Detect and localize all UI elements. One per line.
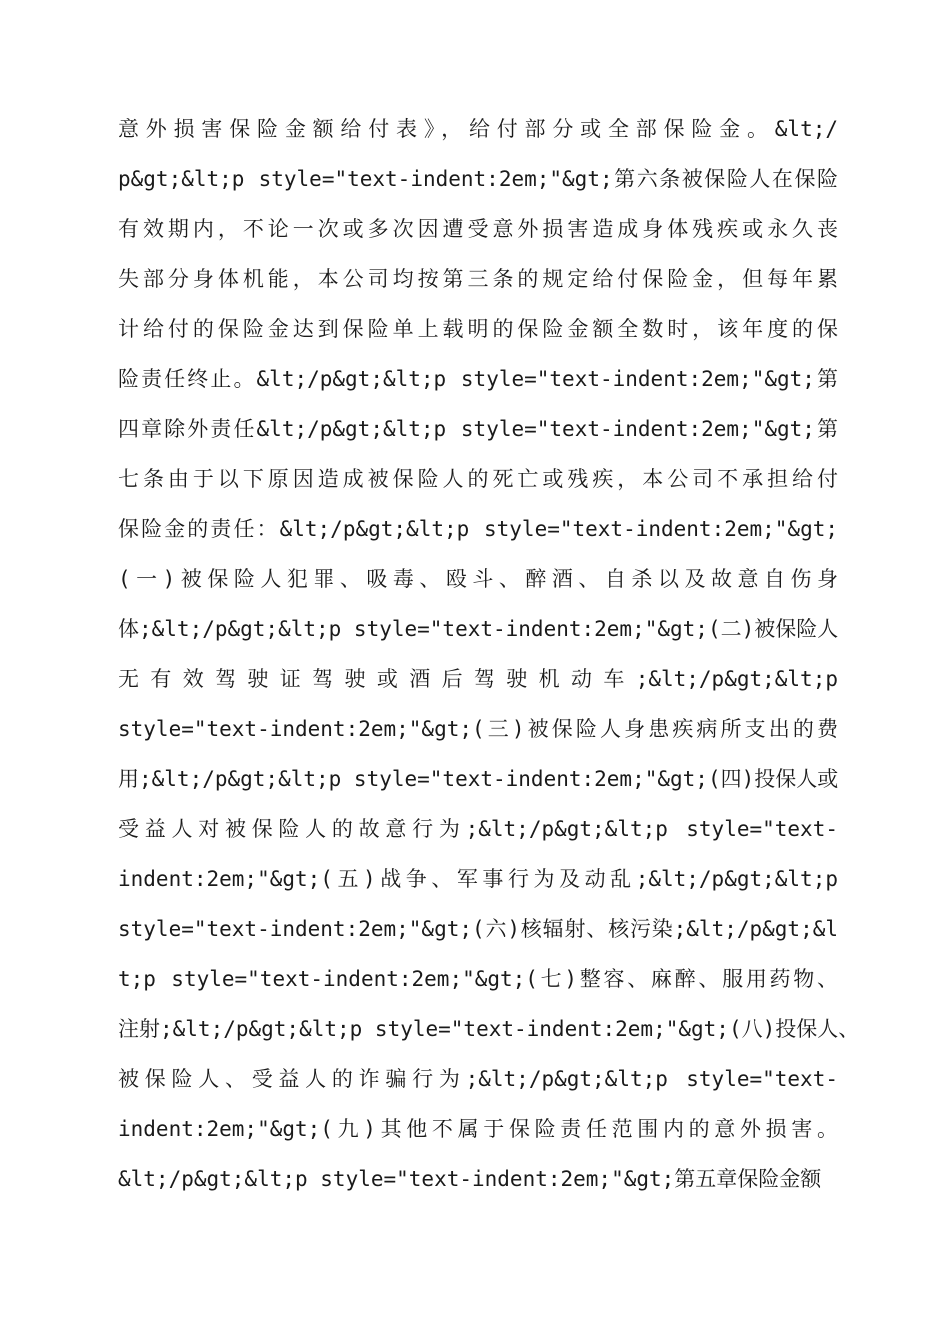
text-line-21: indent:2em;"&gt;(九)其他不属于保险责任范围内的意外损害。 (118, 1117, 838, 1141)
text-line-9: 保险金的责任：&lt;/p&gt;&lt;p style="text-indent:2em;"&gt; (118, 517, 838, 541)
text-line-1: 意外损害保险金额给付表》，给付部分或全部保险金。&lt;/ (118, 117, 838, 141)
text-line-22: &lt;/p&gt;&lt;p style="text-indent:2em;"&gt;第五章保险金额 (118, 1167, 822, 1191)
body-text (118, 104, 860, 1204)
text-line-13: style="text-indent:2em;"&gt;(三)被保险人身患疾病所支出的费 (118, 717, 838, 741)
text-line-4: 失部分身体机能，本公司均按第三条的规定给付保险金，但每年累 (118, 267, 838, 291)
text-line-5: 计给付的保险金达到保险单上载明的保险金额全数时，该年度的保 (118, 317, 838, 341)
text-line-20: 被保险人、受益人的诈骗行为;&lt;/p&gt;&lt;p style="text- (118, 1067, 838, 1091)
text-line-10: (一)被保险人犯罪、吸毒、殴斗、醉酒、自杀以及故意自伤身 (118, 567, 838, 591)
text-line-18: t;p style="text-indent:2em;"&gt;(七)整容、麻醉、服用药物、 (118, 967, 838, 991)
text-line-2: p&gt;&lt;p style="text-indent:2em;"&gt;第六条被保险人在保险 (118, 167, 838, 191)
text-line-6: 险责任终止。&lt;/p&gt;&lt;p style="text-indent:2em;"&gt;第 (118, 367, 838, 391)
text-line-3: 有效期内，不论一次或多次因遭受意外损害造成身体残疾或永久丧 (118, 217, 838, 241)
text-line-15: 受益人对被保险人的故意行为;&lt;/p&gt;&lt;p style="text- (118, 817, 838, 841)
text-line-19: 注射;&lt;/p&gt;&lt;p style="text-indent:2em;"&gt;(八)投保人、 (118, 1017, 860, 1041)
text-line-14: 用;&lt;/p&gt;&lt;p style="text-indent:2em;"&gt;(四)投保人或 (118, 767, 839, 791)
text-line-17: style="text-indent:2em;"&gt;(六)核辐射、核污染;&lt;/p&gt;&l (118, 917, 838, 941)
text-line-11: 体;&lt;/p&gt;&lt;p style="text-indent:2em;"&gt;(二)被保险人 (118, 617, 839, 641)
text-line-16: indent:2em;"&gt;(五)战争、军事行为及动乱;&lt;/p&gt;&lt;p (118, 867, 838, 891)
text-line-12: 无有效驾驶证驾驶或酒后驾驶机动车;&lt;/p&gt;&lt;p (118, 667, 838, 691)
text-line-8: 七条由于以下原因造成被保险人的死亡或残疾，本公司不承担给付 (118, 467, 838, 491)
text-line-7: 四章除外责任&lt;/p&gt;&lt;p style="text-indent:2em;"&gt;第 (118, 417, 838, 441)
